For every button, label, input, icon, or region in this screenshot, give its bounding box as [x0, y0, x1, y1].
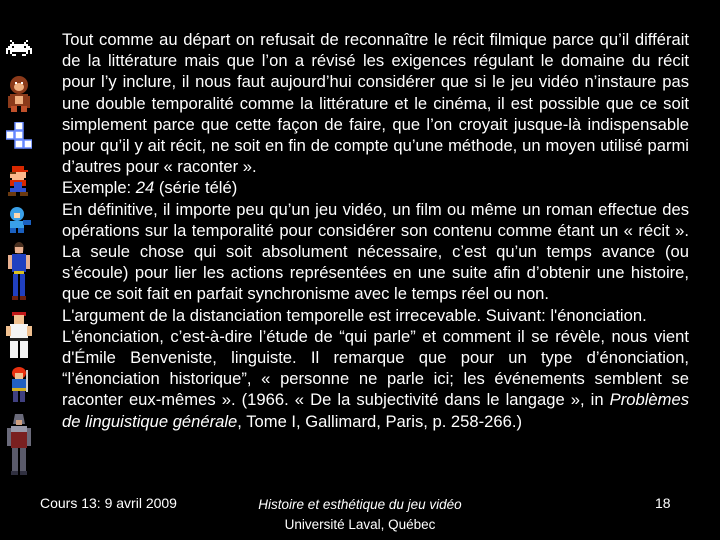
paragraph-temporality: En définitive, il importe peu qu’un jeu vidéo, un film ou même un roman effectue des opérations sur la temporalité pour considérer son contenu comme étant un « récit ». La seule chose qui soit absolument nécessaire, c’est qu’un temps avance (ou s’écoule) pour lier les actions représentées en une suite afin d’obtenir une histoire, que ce soit fait en parfait synchronisme avec le temps réel ou non.	[62, 199, 689, 304]
sprite-column	[0, 30, 38, 510]
ninja-fighter-icon	[6, 242, 32, 300]
example-title: 24	[135, 178, 155, 198]
example-prefix: Exemple:	[62, 178, 136, 198]
sword-hero-icon	[6, 366, 32, 404]
enunciation-text: L'énonciation, c’est-à-dire l’étude de “qui parle” et comment il se révèle, nous vient d'Émile Benveniste, linguiste. Il remarque que pour un type d’énonciation, “l’énonciation historique”, « personne ne parle ici; les événements semblent se raconter eux-mêmes ». (1966. « De la subjectivité dans le langage », in	[62, 326, 689, 410]
book-title: Problèmes de linguistique générale	[62, 390, 689, 431]
slide-body	[62, 29, 689, 432]
mega-man-icon	[6, 206, 32, 234]
footer-course-date: Cours 13: 9 avril 2009	[40, 495, 177, 511]
paragraph-narrative-film: Tout comme au départ on refusait de reconnaître le récit filmique parce qu’il différait de la littérature mais que l’on a révisé les exigences régulant le domaine du récit pour l’y inclure, il nous faut aujourd’hui considérer que si le jeu vidéo n’instaure pas une double temporalité comme la littérature et le cinéma, il est possible que ce soit simplement parce que cette façon de faire, que l’on croyait jusque-là indispensable pour qu’il y ait récit, ne soit en fin de compte qu’une méthode, un moyen utilisé parmi d’autres pour « raconter ».	[62, 30, 689, 177]
donkey-kong-icon	[6, 74, 32, 114]
citation-suffix: , Tome I, Gallimard, Paris, p. 258-266.)	[237, 411, 522, 431]
street-fighter-icon	[6, 312, 32, 360]
example-suffix: (série télé)	[154, 178, 238, 198]
space-invader-icon	[6, 40, 32, 62]
paragraph-argument: L'argument de la distanciation temporelle est irrecevable. Suivant: l'énonciation.	[62, 305, 647, 325]
armored-warrior-icon	[6, 414, 32, 476]
paragraph-example	[62, 177, 689, 198]
mario-icon	[6, 166, 32, 196]
tetris-piece-icon	[6, 122, 32, 156]
footer-university: Université Laval, Québec	[284, 517, 436, 532]
footer-course-title	[230, 495, 490, 535]
page-number: 18	[655, 495, 671, 511]
paragraph-enunciation	[62, 326, 689, 432]
footer-course-name: Histoire et esthétique du jeu vidéo	[258, 497, 462, 512]
